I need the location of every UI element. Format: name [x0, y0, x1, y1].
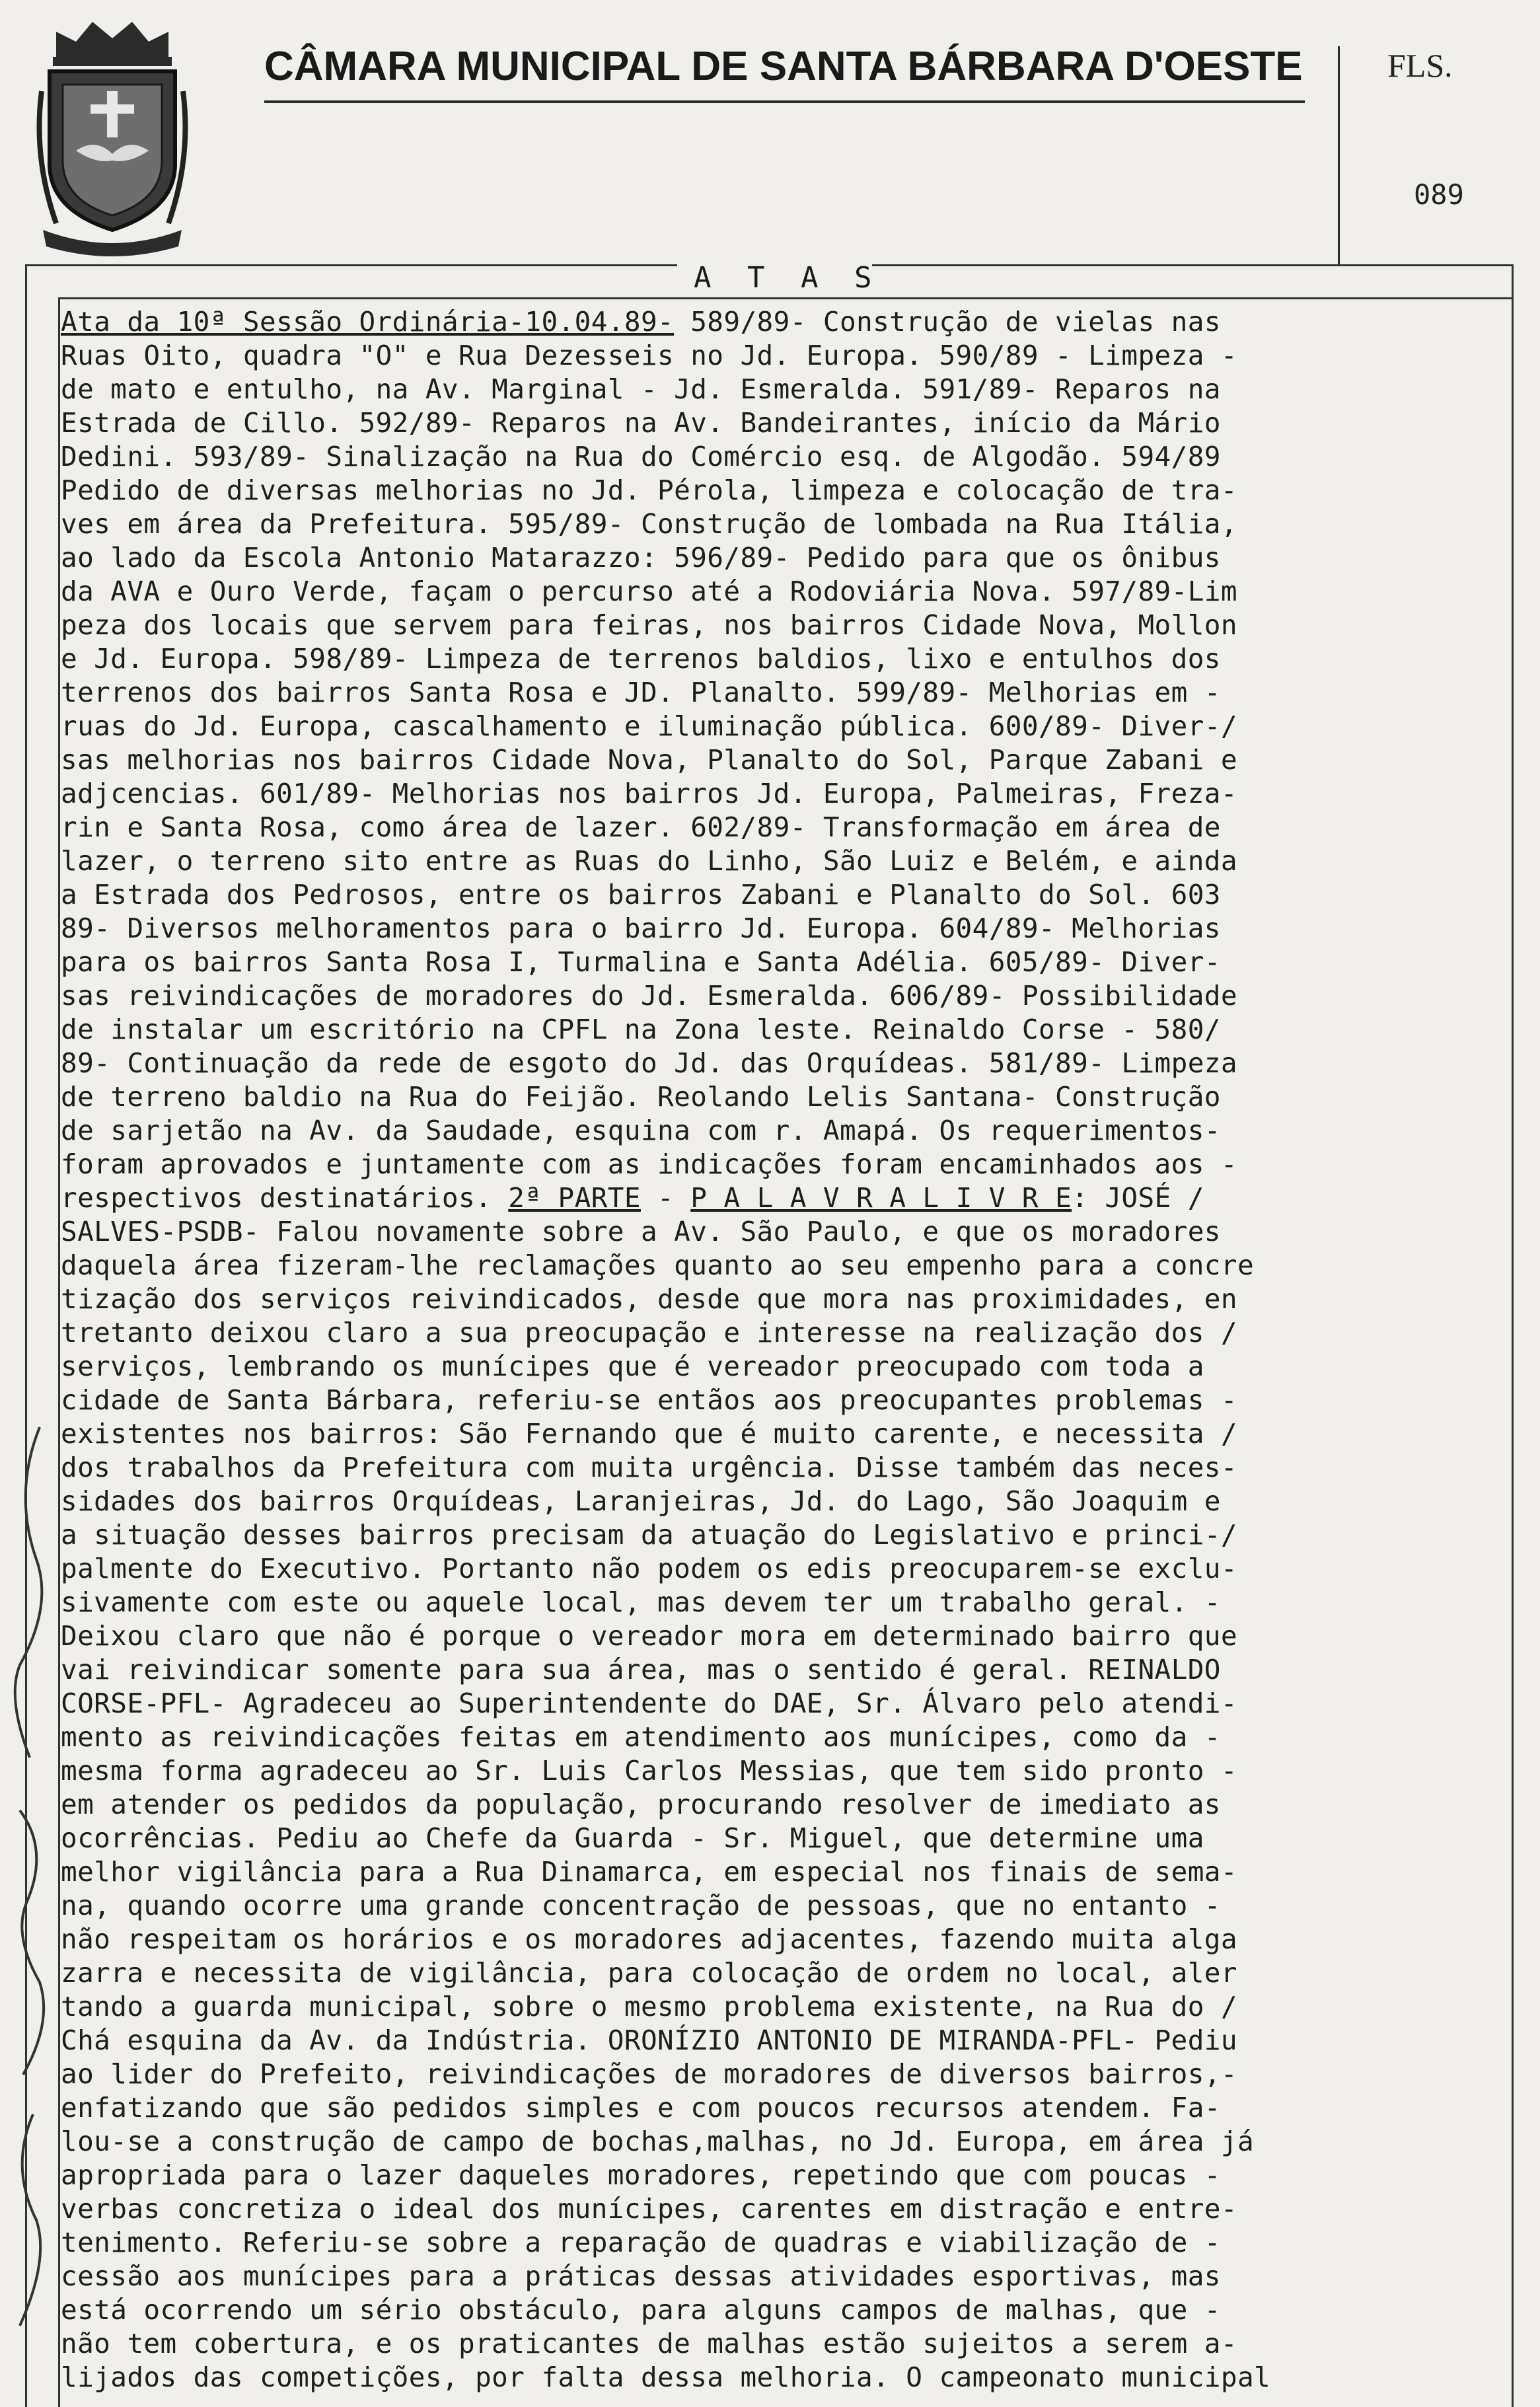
text-line: sas reivindicações de moradores do Jd. Esmeralda. 606/89- Possibilidade	[61, 980, 1237, 1012]
text-line: zarra e necessita de vigilância, para colocação de ordem no local, aler	[61, 1957, 1237, 1989]
frame-line	[1512, 264, 1514, 2407]
text-line: verbas concretiza o ideal dos munícipes, carentes em distração e entre-	[61, 2193, 1237, 2225]
text-line: de sarjetão na Av. da Saudade, esquina com r. Amapá. Os requerimentos-	[61, 1115, 1221, 1146]
text-line: de terreno baldio na Rua do Feijão. Reolando Lelis Santana- Construção	[61, 1081, 1221, 1113]
page-number: 089	[1414, 178, 1464, 211]
text-line: SALVES-PSDB- Falou novamente sobre a Av. São Paulo, e que os moradores	[61, 1216, 1221, 1247]
text-line: Estrada de Cillo. 592/89- Reparos na Av. Bandeirantes, início da Mário	[61, 407, 1221, 439]
text-line: apropriada para o lazer daqueles moradores, repetindo que com poucas -	[61, 2159, 1221, 2191]
text-line: ruas do Jd. Europa, cascalhamento e iluminação pública. 600/89- Diver-/	[61, 710, 1237, 742]
text-line: tenimento. Referiu-se sobre a reparação de quadras e viabilização de -	[61, 2227, 1221, 2258]
text-line: a Estrada dos Pedrosos, entre os bairros Zabani e Planalto do Sol. 603	[61, 879, 1221, 910]
text-line: palmente do Executivo. Portanto não podem os edis preocuparem-se exclu-	[61, 1553, 1237, 1584]
minutes-body	[61, 305, 1511, 2394]
text-line: CORSE-PFL- Agradeceu ao Superintendente do DAE, Sr. Álvaro pelo atendi-	[61, 1687, 1237, 1719]
fls-label: FLS.	[1387, 47, 1453, 84]
margin-signature-icon	[0, 1388, 59, 2379]
section-heading-palavra-livre: P A L A V R A L I V R E	[690, 1182, 1072, 1214]
text-line: ao lado da Escola Antonio Matarazzo: 596/89- Pedido para que os ônibus	[61, 542, 1221, 574]
text-line: vai reivindicar somente para sua área, mas o sentido é geral. REINALDO	[61, 1654, 1221, 1685]
text-line: dos trabalhos da Prefeitura com muita urgência. Disse também das neces-	[61, 1452, 1237, 1483]
text-line: lou-se a construção de campo de bochas,malhas, no Jd. Europa, em área já	[61, 2126, 1255, 2157]
text-line: cidade de Santa Bárbara, referiu-se entãos aos preocupantes problemas -	[61, 1384, 1237, 1416]
text-line: tando a guarda municipal, sobre o mesmo problema existente, na Rua do /	[61, 1991, 1237, 2022]
text-line: não tem cobertura, e os praticantes de malhas estão sujeitos a serem a-	[61, 2328, 1237, 2359]
text-line: enfatizando que são pedidos simples e com poucos recursos atendem. Fa-	[61, 2092, 1221, 2124]
line-tail: : JOSÉ /	[1072, 1182, 1204, 1214]
text-line: não respeitam os horários e os moradores adjacentes, fazendo muita alga	[61, 1923, 1237, 1955]
text-line: sivamente com este ou aquele local, mas devem ter um trabalho geral. -	[61, 1586, 1221, 1618]
text-line: para os bairros Santa Rosa I, Turmalina e Santa Adélia. 605/89- Diver-	[61, 946, 1221, 978]
text-line: de instalar um escritório na CPFL na Zona leste. Reinaldo Corse - 580/	[61, 1014, 1221, 1045]
text-line: ves em área da Prefeitura. 595/89- Construção de lombada na Rua Itália,	[61, 508, 1237, 540]
text-line: cessão aos munícipes para a práticas dessas atividades esportivas, mas	[61, 2260, 1221, 2292]
text-line: em atender os pedidos da população, procurando resolver de imediato as	[61, 1789, 1221, 1820]
text-line: e Jd. Europa. 598/89- Limpeza de terrenos baldios, lixo e entulhos dos	[61, 643, 1221, 675]
text-line: existentes nos bairros: São Fernando que é muito carente, e necessita /	[61, 1418, 1237, 1450]
text-line: rin e Santa Rosa, como área de lazer. 602/89- Transformação em área de	[61, 811, 1221, 843]
text-line: 89- Diversos melhoramentos para o bairro Jd. Europa. 604/89- Melhorias	[61, 912, 1221, 944]
text-line: na, quando ocorre uma grande concentração de pessoas, que no entanto -	[61, 1890, 1221, 1921]
text-line: Chá esquina da Av. da Indústria. ORONÍZIO ANTONIO DE MIRANDA-PFL- Pediu	[61, 2024, 1237, 2056]
frame-line	[58, 297, 1512, 299]
text-line: mesma forma agradeceu ao Sr. Luis Carlos Messias, que tem sido pronto -	[61, 1755, 1237, 1787]
text-line: lijados das competições, por falta dessa melhoria. O campeonato municipal	[61, 2361, 1271, 2393]
council-name-heading: CÂMARA MUNICIPAL DE SANTA BÁRBARA D'OESTE	[264, 44, 1303, 89]
text-line: tretanto deixou claro a sua preocupação e interesse na realização dos /	[61, 1317, 1237, 1349]
text-line: tização dos serviços reivindicados, desde que mora nas proximidades, en	[61, 1283, 1237, 1315]
text-line: mento as reivindicações feitas em atendimento aos munícipes, como da -	[61, 1721, 1221, 1753]
section-heading-part-2: 2ª PARTE	[508, 1182, 641, 1214]
line-lead: respectivos destinatários.	[61, 1182, 509, 1214]
text-line: Deixou claro que não é porque o vereador mora em determinado bairro que	[61, 1620, 1237, 1652]
text-line: melhor vigilância para a Rua Dinamarca, em especial nos finais de sema-	[61, 1856, 1237, 1888]
text-line: daquela área fizeram-lhe reclamações quanto ao seu empenho para a concre	[61, 1249, 1255, 1281]
fls-divider	[1338, 46, 1340, 264]
text-line	[61, 305, 1511, 339]
text-line: peza dos locais que servem para feiras, nos bairros Cidade Nova, Mollon	[61, 609, 1237, 641]
line-rest: 589/89- Construção de vielas nas	[674, 306, 1221, 338]
municipal-crest-icon	[30, 12, 195, 256]
text-line: de mato e entulho, na Av. Marginal - Jd. Esmeralda. 591/89- Reparos na	[61, 373, 1221, 405]
frame-line	[25, 264, 677, 266]
text-line: sas melhorias nos bairros Cidade Nova, Planalto do Sol, Parque Zabani e	[61, 744, 1237, 776]
section-label-atas: A T A S	[694, 261, 881, 295]
frame-line	[872, 264, 1513, 266]
text-line: adjcencias. 601/89- Melhorias nos bairros Jd. Europa, Palmeiras, Freza-	[61, 778, 1237, 809]
text-line: foram aprovados e juntamente com as indicações foram encaminhados aos -	[61, 1148, 1237, 1180]
text-line: 89- Continuação da rede de esgoto do Jd. das Orquídeas. 581/89- Limpeza	[61, 1047, 1237, 1079]
text-line: serviços, lembrando os munícipes que é vereador preocupado com toda a	[61, 1351, 1204, 1382]
text-line: terrenos dos bairros Santa Rosa e JD. Planalto. 599/89- Melhorias em -	[61, 677, 1221, 708]
text-line: a situação desses bairros precisam da atuação do Legislativo e princi-/	[61, 1519, 1237, 1551]
text-line: da AVA e Ouro Verde, façam o percurso até a Rodoviária Nova. 597/89-Lim	[61, 575, 1237, 607]
text-line: Pedido de diversas melhorias no Jd. Pérola, limpeza e colocação de tra-	[61, 474, 1237, 506]
text-line: ao lider do Prefeito, reivindicações de moradores de diversos bairros,-	[61, 2058, 1237, 2090]
text-line: sidades dos bairros Orquídeas, Laranjeiras, Jd. do Lago, São Joaquim e	[61, 1485, 1221, 1517]
text-line: está ocorrendo um sério obstáculo, para alguns campos de malhas, que -	[61, 2294, 1221, 2326]
text-line: Dedini. 593/89- Sinalização na Rua do Comércio esq. de Algodão. 594/89	[61, 441, 1221, 472]
text-line: lazer, o terreno sito entre as Ruas do Linho, São Luiz e Belém, e ainda	[61, 845, 1237, 877]
text-line: ocorrências. Pediu ao Chefe da Guarda - Sr. Miguel, que determine uma	[61, 1822, 1204, 1854]
text-line: Ruas Oito, quadra "O" e Rua Dezesseis no Jd. Europa. 590/89 - Limpeza -	[61, 340, 1237, 371]
heading-rule	[264, 100, 1305, 103]
session-title: Ata da 10ª Sessão Ordinária-10.04.89-	[61, 306, 675, 338]
text-line	[61, 1181, 1511, 1215]
line-dash: -	[640, 1182, 691, 1214]
